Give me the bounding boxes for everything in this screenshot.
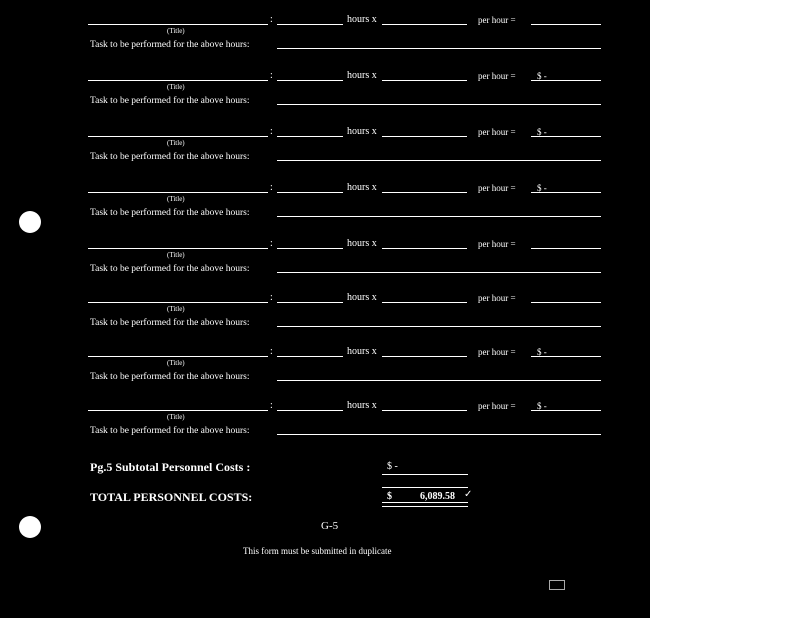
footer-note: This form must be submitted in duplicate <box>243 546 392 556</box>
task-label: Task to be performed for the above hours: <box>90 372 250 382</box>
binder-hole-bottom <box>19 516 41 538</box>
amount-field[interactable] <box>531 248 601 249</box>
colon: : <box>270 346 273 357</box>
task-field[interactable] <box>277 272 601 273</box>
amount-field[interactable] <box>531 302 601 303</box>
title-caption: (Title) <box>167 413 185 421</box>
personnel-row <box>0 396 650 452</box>
personnel-row <box>0 234 650 290</box>
title-field[interactable] <box>88 410 268 411</box>
task-field[interactable] <box>277 104 601 105</box>
total-topline <box>382 487 468 488</box>
amount-value: $ - <box>537 127 547 137</box>
personnel-row <box>0 122 650 178</box>
colon: : <box>270 126 273 137</box>
rate-field[interactable] <box>382 410 467 411</box>
hours-label: hours x <box>347 70 377 81</box>
task-label: Task to be performed for the above hours: <box>90 208 250 218</box>
hours-field[interactable] <box>277 248 343 249</box>
task-field[interactable] <box>277 434 601 435</box>
colon: : <box>270 292 273 303</box>
per-hour-label: per hour = <box>478 127 516 137</box>
task-field[interactable] <box>277 160 601 161</box>
stamp-mark <box>549 580 565 590</box>
title-field[interactable] <box>88 136 268 137</box>
personnel-row <box>0 178 650 234</box>
personnel-row <box>0 288 650 344</box>
amount-field[interactable] <box>531 24 601 25</box>
title-caption: (Title) <box>167 305 185 313</box>
personnel-row <box>0 66 650 122</box>
amount-value: $ - <box>537 347 547 357</box>
title-caption: (Title) <box>167 359 185 367</box>
task-field[interactable] <box>277 380 601 381</box>
per-hour-label: per hour = <box>478 239 516 249</box>
task-label: Task to be performed for the above hours: <box>90 426 250 436</box>
amount-field[interactable] <box>531 192 601 193</box>
rate-field[interactable] <box>382 80 467 81</box>
title-field[interactable] <box>88 80 268 81</box>
hours-label: hours x <box>347 14 377 25</box>
per-hour-label: per hour = <box>478 347 516 357</box>
task-field[interactable] <box>277 216 601 217</box>
total-value: 6,089.58 <box>420 491 455 502</box>
hours-field[interactable] <box>277 302 343 303</box>
hours-field[interactable] <box>277 80 343 81</box>
page-number: G-5 <box>321 520 339 532</box>
task-label: Task to be performed for the above hours: <box>90 318 250 328</box>
total-label: TOTAL PERSONNEL COSTS: <box>90 490 253 504</box>
hours-label: hours x <box>347 292 377 303</box>
check-mark-icon: ✓ <box>464 489 473 500</box>
title-field[interactable] <box>88 24 268 25</box>
colon: : <box>270 70 273 81</box>
hours-field[interactable] <box>277 24 343 25</box>
hours-label: hours x <box>347 238 377 249</box>
per-hour-label: per hour = <box>478 401 516 411</box>
task-label: Task to be performed for the above hours: <box>90 152 250 162</box>
personnel-row <box>0 342 650 398</box>
task-label: Task to be performed for the above hours: <box>90 96 250 106</box>
subtotal-value: $ - <box>387 461 398 472</box>
title-caption: (Title) <box>167 83 185 91</box>
title-field[interactable] <box>88 356 268 357</box>
rate-field[interactable] <box>382 136 467 137</box>
hours-field[interactable] <box>277 136 343 137</box>
rate-field[interactable] <box>382 248 467 249</box>
hours-field[interactable] <box>277 356 343 357</box>
title-field[interactable] <box>88 302 268 303</box>
hours-field[interactable] <box>277 192 343 193</box>
per-hour-label: per hour = <box>478 15 516 25</box>
title-caption: (Title) <box>167 27 185 35</box>
title-caption: (Title) <box>167 139 185 147</box>
hours-label: hours x <box>347 182 377 193</box>
per-hour-label: per hour = <box>478 71 516 81</box>
title-caption: (Title) <box>167 195 185 203</box>
per-hour-label: per hour = <box>478 183 516 193</box>
personnel-row <box>0 10 650 66</box>
amount-value: $ - <box>537 71 547 81</box>
rate-field[interactable] <box>382 192 467 193</box>
task-label: Task to be performed for the above hours: <box>90 264 250 274</box>
per-hour-label: per hour = <box>478 293 516 303</box>
amount-field[interactable] <box>531 410 601 411</box>
rate-field[interactable] <box>382 302 467 303</box>
subtotal-underline <box>382 474 468 475</box>
total-double-underline <box>382 502 468 507</box>
hours-field[interactable] <box>277 410 343 411</box>
colon: : <box>270 238 273 249</box>
hours-label: hours x <box>347 126 377 137</box>
amount-field[interactable] <box>531 136 601 137</box>
amount-value: $ - <box>537 183 547 193</box>
title-caption: (Title) <box>167 251 185 259</box>
amount-field[interactable] <box>531 356 601 357</box>
amount-value: $ - <box>537 401 547 411</box>
colon: : <box>270 182 273 193</box>
title-field[interactable] <box>88 248 268 249</box>
rate-field[interactable] <box>382 24 467 25</box>
colon: : <box>270 14 273 25</box>
task-field[interactable] <box>277 48 601 49</box>
amount-field[interactable] <box>531 80 601 81</box>
task-field[interactable] <box>277 326 601 327</box>
task-label: Task to be performed for the above hours: <box>90 40 250 50</box>
colon: : <box>270 400 273 411</box>
hours-label: hours x <box>347 346 377 357</box>
subtotal-label: Pg.5 Subtotal Personnel Costs : <box>90 460 251 474</box>
title-field[interactable] <box>88 192 268 193</box>
total-currency: $ <box>387 491 392 502</box>
rate-field[interactable] <box>382 356 467 357</box>
hours-label: hours x <box>347 400 377 411</box>
